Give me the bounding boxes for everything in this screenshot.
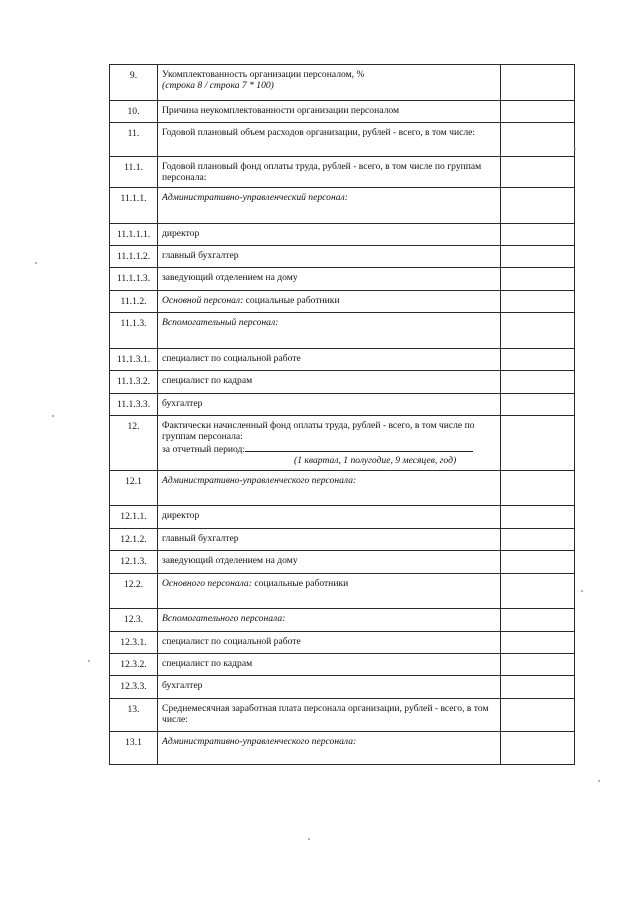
indicator-text (158, 416, 500, 466)
row-number: 12.3.1. (120, 636, 147, 648)
table-row (110, 528, 575, 550)
group-label: Административно-управленческого персонала: (162, 736, 357, 748)
row-number-cell (110, 122, 158, 156)
row-number: 11.1.3. (120, 318, 147, 330)
indicator-cell (158, 268, 501, 290)
row-number: 12.3.2. (120, 658, 147, 670)
row-number: 12.3. (123, 614, 144, 626)
indicator-cell (158, 732, 501, 765)
table-row (110, 65, 575, 101)
value-cell[interactable] (501, 313, 575, 349)
value-cell[interactable] (501, 551, 575, 573)
row-number-cell (110, 631, 158, 653)
row-number-cell (110, 470, 158, 506)
row-number: 12. (127, 420, 140, 432)
indicator-cell (158, 122, 501, 156)
row-number: 11.1.3.3. (116, 398, 151, 410)
group-label: Вспомогательного персонала: (162, 613, 286, 625)
value-cell[interactable] (501, 609, 575, 631)
indicator-text (158, 699, 500, 725)
table-row (110, 246, 575, 268)
row-number-cell (110, 156, 158, 188)
indicator-text (158, 574, 500, 589)
scan-speck (88, 660, 90, 662)
row-number-cell (110, 348, 158, 370)
period-line (162, 442, 496, 455)
row-number: 13. (127, 703, 140, 715)
indicator-cell (158, 631, 501, 653)
row-number-cell (110, 313, 158, 349)
group-label: Вспомогательный персонал: (162, 317, 279, 329)
table-row (110, 348, 575, 370)
table-row (110, 732, 575, 765)
table-row (110, 100, 575, 122)
indicator-cell (158, 415, 501, 470)
value-cell[interactable] (501, 188, 575, 224)
row-number: 13.1 (125, 737, 142, 749)
table-row (110, 415, 575, 470)
indicator-text (158, 349, 500, 364)
indicator-text (158, 632, 500, 647)
indicator-cell (158, 100, 501, 122)
row-number-cell (110, 528, 158, 550)
indicator-cell (158, 246, 501, 268)
table-row (110, 268, 575, 290)
row-number: 11.1.1.2. (116, 251, 151, 263)
row-number-cell (110, 290, 158, 312)
value-cell[interactable] (501, 732, 575, 765)
row-number: 11.1.1.1. (116, 228, 151, 240)
indicator-text (158, 654, 500, 669)
row-number: 11.1.1.3. (116, 273, 151, 285)
row-number: 9. (129, 70, 138, 81)
row-number: 11.1.3.2. (116, 376, 151, 388)
row-number: 11.1.2. (120, 295, 147, 307)
indicator-name: социальные работники (251, 577, 349, 589)
indicator-cell (158, 470, 501, 506)
value-cell[interactable] (501, 676, 575, 698)
value-cell[interactable] (501, 122, 575, 156)
row-number: 10. (127, 105, 140, 117)
scan-speck (581, 590, 583, 592)
indicator-text (158, 609, 500, 624)
table-row (110, 156, 575, 188)
row-number: 12.3.3. (120, 681, 147, 693)
row-number-cell (110, 415, 158, 470)
indicator-text (158, 732, 500, 747)
row-number-cell (110, 573, 158, 609)
table-row (110, 393, 575, 415)
table-row (110, 698, 575, 732)
value-cell[interactable] (501, 393, 575, 415)
row-number: 11.1. (124, 161, 143, 173)
group-label: Административно-управленческого персонала: (162, 474, 357, 486)
value-cell[interactable] (501, 268, 575, 290)
value-cell[interactable] (501, 698, 575, 732)
indicator-cell (158, 290, 501, 312)
indicator-cell (158, 609, 501, 631)
indicator-cell (158, 65, 501, 101)
indicator-name: главный бухгалтер (162, 250, 239, 262)
scan-speck (574, 148, 576, 150)
indicator-name: Годовой плановый объем расходов организации, рублей - всего, в том числе: (162, 126, 476, 138)
indicator-cell (158, 506, 501, 528)
indicator-name: Причина неукомплектованности организации персоналом (162, 104, 400, 116)
value-cell[interactable] (501, 348, 575, 370)
indicator-cell (158, 188, 501, 224)
row-number-cell (110, 506, 158, 528)
row-number: 12.2. (123, 578, 144, 590)
value-cell[interactable] (501, 653, 575, 675)
indicator-cell (158, 393, 501, 415)
row-number: 11.1.1. (120, 193, 147, 205)
row-number-cell (110, 732, 158, 765)
indicator-text (158, 371, 500, 386)
indicator-name: заведующий отделением на дому (162, 555, 298, 567)
row-number-cell (110, 246, 158, 268)
indicator-cell (158, 156, 501, 188)
indicator-text (158, 101, 500, 116)
indicator-name: специалист по социальной работе (162, 635, 301, 647)
indicator-text (158, 506, 500, 521)
indicator-text (158, 313, 500, 328)
value-cell[interactable] (501, 506, 575, 528)
table-row (110, 470, 575, 506)
row-number: 12.1.3. (120, 556, 147, 568)
indicator-text (158, 123, 500, 138)
indicator-cell (158, 348, 501, 370)
indicator-name: бухгалтер (162, 680, 203, 692)
value-cell[interactable] (501, 415, 575, 470)
row-number-cell (110, 100, 158, 122)
row-number: 12.1 (125, 475, 142, 487)
table-row (110, 290, 575, 312)
value-cell[interactable] (501, 100, 575, 122)
table-row (110, 676, 575, 698)
row-number: 11. (127, 127, 140, 139)
indicator-name: специалист по кадрам (162, 657, 253, 669)
indicator-cell (158, 551, 501, 573)
row-number-cell (110, 698, 158, 732)
indicator-name: Среднемесячная заработная плата персонала организации, рублей - всего, в том числе: (162, 702, 489, 725)
indicator-cell (158, 223, 501, 245)
table-row (110, 313, 575, 349)
indicator-name: специалист по кадрам (162, 375, 253, 387)
indicator-name: Годовой плановый фонд оплаты труда, рублей - всего, в том числе по группам персонала: (162, 160, 482, 183)
scan-speck (35, 262, 37, 264)
row-number-cell (110, 371, 158, 393)
indicator-name: Фактически начисленный фонд оплаты труда, рублей - всего, в том числе по группам персонала: (162, 419, 475, 442)
group-label: Основной персонал: (162, 294, 244, 306)
group-label: Основного персонала: (162, 577, 252, 589)
indicator-text (158, 224, 500, 239)
scan-speck (598, 780, 600, 782)
period-fill-line[interactable] (245, 442, 473, 452)
value-cell[interactable] (501, 65, 575, 101)
table-row (110, 188, 575, 224)
indicator-cell (158, 313, 501, 349)
table-row (110, 609, 575, 631)
value-cell[interactable] (501, 290, 575, 312)
table-row (110, 573, 575, 609)
indicator-text (158, 268, 500, 283)
row-number-cell (110, 268, 158, 290)
indicator-text (158, 471, 500, 486)
table-body (110, 65, 575, 765)
indicator-name: бухгалтер (162, 397, 203, 409)
indicator-text (158, 394, 500, 409)
row-number-cell (110, 551, 158, 573)
indicator-name: директор (162, 227, 200, 239)
table-row (110, 223, 575, 245)
indicator-name: директор (162, 510, 200, 522)
row-number: 12.1.1. (120, 511, 147, 523)
row-number: 11.1.3.1. (116, 353, 151, 365)
row-number-cell (110, 223, 158, 245)
indicator-cell (158, 676, 501, 698)
indicator-text (158, 157, 500, 183)
indicator-text (158, 188, 500, 203)
indicator-name: главный бухгалтер (162, 532, 239, 544)
period-label: за отчетный период: (162, 443, 246, 455)
row-number-cell (110, 609, 158, 631)
indicator-name: социальные работники (243, 294, 340, 306)
indicator-cell (158, 371, 501, 393)
table-row (110, 506, 575, 528)
value-cell[interactable] (501, 246, 575, 268)
indicator-text (158, 676, 500, 691)
indicator-name: специалист по социальной работе (162, 352, 301, 364)
indicator-cell (158, 573, 501, 609)
indicator-cell (158, 698, 501, 732)
indicator-text (158, 246, 500, 261)
table-row (110, 371, 575, 393)
formula-note: (строка 8 / строка 7 * 100) (162, 80, 274, 91)
value-cell[interactable] (501, 528, 575, 550)
value-cell[interactable] (501, 631, 575, 653)
scan-speck (308, 838, 310, 840)
group-label: Административно-управленческий персонал: (162, 192, 348, 204)
indicator-text (158, 65, 500, 91)
table-row (110, 653, 575, 675)
table-row (110, 122, 575, 156)
indicator-text (158, 551, 500, 566)
value-cell[interactable] (501, 573, 575, 609)
indicator-cell (158, 528, 501, 550)
row-number-cell (110, 676, 158, 698)
period-hint: (1 квартал, 1 полугодие, 9 месяцев, год) (294, 454, 457, 466)
row-number-cell (110, 65, 158, 101)
indicator-name: Укомплектованность организации персоналом, % (162, 69, 365, 80)
report-form-table (109, 64, 575, 765)
indicator-cell (158, 653, 501, 675)
indicator-text (158, 291, 500, 306)
row-number-cell (110, 188, 158, 224)
value-cell[interactable] (501, 371, 575, 393)
value-cell[interactable] (501, 470, 575, 506)
table-row (110, 631, 575, 653)
row-number-cell (110, 653, 158, 675)
row-number: 12.1.2. (120, 533, 147, 545)
indicator-text (158, 529, 500, 544)
value-cell[interactable] (501, 223, 575, 245)
indicator-name: заведующий отделением на дому (162, 272, 298, 284)
value-cell[interactable] (501, 156, 575, 188)
row-number-cell (110, 393, 158, 415)
scan-speck (52, 415, 54, 417)
table-row (110, 551, 575, 573)
